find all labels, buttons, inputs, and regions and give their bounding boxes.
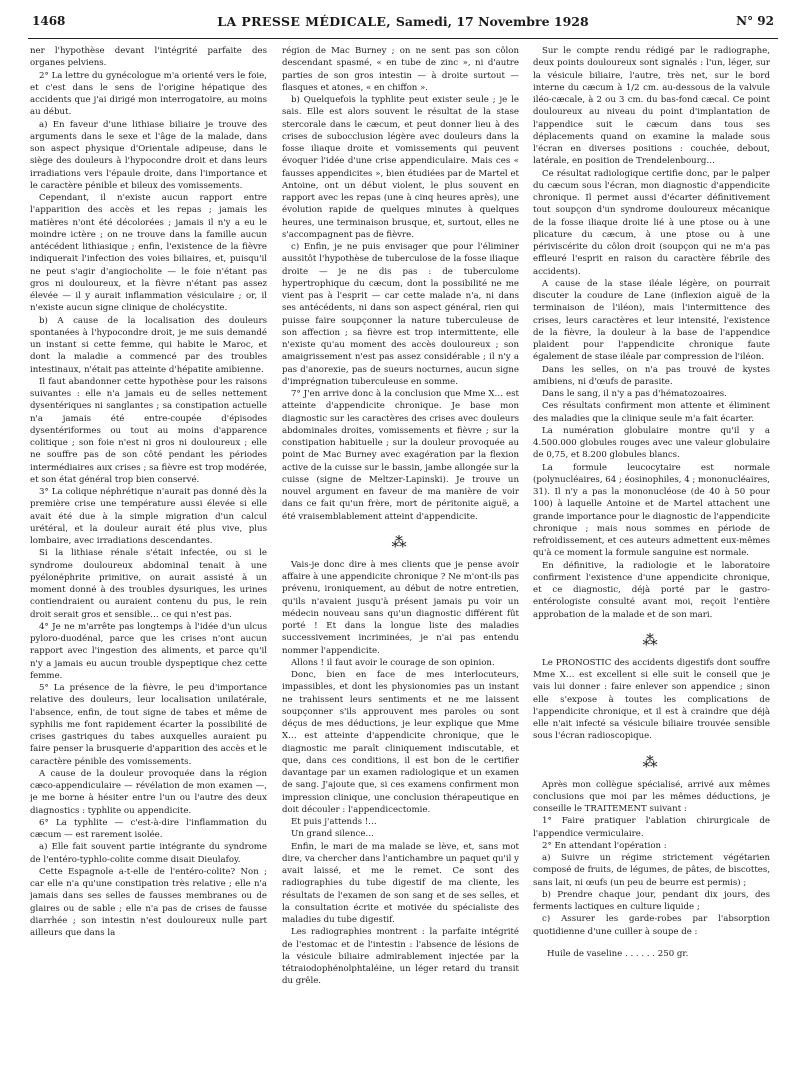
paragraph: Dans le sang, il n'y a pas d'hématozoaires. xyxy=(542,389,727,399)
column-1 xyxy=(30,45,267,1075)
paragraph: Cependant, il n'existe aucun rapport entre l'apparition des accès et les repas ; jamais les matières n'ont été décolorées ; jamais il n'y a eu le moindre ictère ; on ne trouve dans la famille aucun antécédent lithiasique ; enfin, l'existence de la fièvre indiquerait l'infection des voies biliaires, et, puisqu'il ne peut s'agir d'angiocholite — le foie n'étant pas gros ni douloureux, et la fièvre n'étant pas assez élevée — il y aurait inflammation vésiculaire ; or, il n'existe aucun signe clinique de cholécystite. xyxy=(30,193,267,314)
paragraph: A cause de la stase iléale légère, on pourrait discuter la coudure de Lane (inflexion aiguë de la terminaison de l'iléon), mais l'intermittence des crises, leurs caractères et leur intensité, l'existence de la fièvre, la douleur à la base de l'appendice plaident pour l'appendicite chronique faute également de stase iléale par compression de l'iléon. xyxy=(533,278,770,363)
paragraph: Le PRONOSTIC des accidents digestifs dont souffre Mme X… est excellent si elle suit le conseil que je vais lui donner : faire enlever son appendice ; sinon elle s'expose à toutes les complications de l'appendicite chronique, et il est à craindre que déjà elle n'ait infecté sa vésicule biliaire trouvée sensible sous l'écran radioscopique. xyxy=(533,657,770,742)
paragraph: Vais-je donc dire à mes clients que je pense avoir affaire à une appendicite chronique ? Ne m'ont-ils pas prévenu, ironiquement, au début de notre entretien, qu'ils n'avaient jusqu'à présent jamais pu voir un médecin nouveau sans qu'un diagnostic différent fût porté ! Et dans la longue liste des maladies successivement incriminées, je n'ai pas entendu nommer l'appendicite. xyxy=(282,559,519,656)
paragraph: 2° La lettre du gynécologue m'a orienté vers le foie, et c'est dans le sens de l'origine hépatique des accidents que j'ai dirigé mon interrogatoire, au moins au début. xyxy=(30,70,267,118)
paragraph: Ces résultats confirment mon attente et éliminent des maladies que la clinique seule m'a fait écarter. xyxy=(533,401,770,424)
journal-name: LA PRESSE MÉDICALE, xyxy=(217,14,392,29)
paragraph: 3° La colique néphrétique n'aurait pas donné dès la première crise une température aussi élevée si elle avait été due à la simple migration d'un calcul urétéral, et la douleur aurait été plus vive, plus lombaire, avec irradiations descendantes. xyxy=(30,487,267,546)
paragraph: a) En faveur d'une lithiase biliaire je trouve des arguments dans le sexe et l'âge de la malade, dans son aspect physique d'Orientale adipeuse, dans le siège des douleurs à l'hypocondre droit et dans leurs irradiations vers l'épaule droite, dans l'importance et le caractère pénible et bileux des vomissements. xyxy=(30,119,267,191)
section-separator: ⁂ xyxy=(642,630,661,649)
paragraph: c) Enfin, je ne puis envisager que pour l'éliminer aussitôt l'hypothèse de tuberculose de la fosse iliaque droite — je ne dis pas : de tuberculome hypertrophique du cæcum, dont la possibilité ne me vient pas à l'esprit — car cette malade n'a, ni dans ses antécédents, ni dans son aspect général, rien qui puisse faire soupçonner la nature tuberculeuse de son affection ; sa fièvre est trop intermittente, elle n'existe qu'au moment des accès douloureux ; son amaigrissement n'est pas assez considérable ; il n'y a pas d'anorexie, pas de sueurs nocturnes, aucun signe d'imprégnation tuberculeuse en somme. xyxy=(282,242,519,387)
journal-title xyxy=(28,14,778,29)
paragraph: Un grand silence… xyxy=(291,829,375,840)
paragraph: région de Mac Burney ; on ne sent pas son côlon descendant spasmé, « en tube de zinc », ni d'autre parties de son gros intestin — à droite surtout — flasques et atones, « en chiffon ». xyxy=(282,46,519,93)
prescription-line: Huile de vaseline . . . . . . 250 gr. xyxy=(547,948,689,959)
paragraph: La numération globulaire montre qu'il y a 4.500.000 globules rouges avec une valeur globulaire de 0,75, et 8.200 globules blancs. xyxy=(533,425,770,461)
column-2 xyxy=(282,45,519,1075)
section-separator: ⁂ xyxy=(391,532,410,551)
paragraph: Après mon collègue spécialisé, arrivé aux mêmes conclusions que moi par les mêmes déductions, je conseille le TRAITEMENT suivant : xyxy=(533,779,770,814)
issue-date: Samedi, 17 Novembre 1928 xyxy=(395,14,589,29)
paragraph: 6° La typhlite — c'est-à-dire l'inflammation du cæcum — est rarement isolée. xyxy=(30,817,267,840)
paragraph: Les radiographies montrent : la parfaite intégrité de l'estomac et de l'intestin : l'absence de lésions de la vésicule biliaire admirablement injectée par la tétraiodophénolphtaléine, un léger retard du transit du grêle. xyxy=(282,927,519,987)
issue-number: N° 92 xyxy=(736,14,774,28)
paragraph: Allons ! il faut avoir le courage de son opinion. xyxy=(291,657,495,668)
paragraph: En définitive, la radiologie et le laboratoire confirment l'existence d'une appendicite chronique, et ce diagnostic, déjà porté par le gastro-entérologiste consulté avant moi, reçoit l'entière approbation de la malade et de son mari. xyxy=(533,560,770,620)
paragraph: 1° Faire pratiquer l'ablation chirurgicale de l'appendice vermiculaire. xyxy=(533,816,770,839)
paragraph: Donc, bien en face de mes interlocuteurs, impassibles, et dont les physionomies pas un instant ne trahissent leurs sentiments et ne me laissent soupçonner s'ils approuvent mes paroles ou sont déçus de mes déductions, je leur explique que Mme X… est atteinte d'appendicite chronique, que le diagnostic me paraît cliniquement indiscutable, et que, dans ces conditions, il est bon de le certifier davantage par un examen radiologique et un examen de sang. J'ajoute que, si ces examens confirment mon impression clinique, une conclusion thérapeutique en doit découler : l'appendicectomie. xyxy=(282,670,519,815)
paragraph: 7° J'en arrive donc à la conclusion que Mme X… est atteinte d'appendicite chronique. Je base mon diagnostic sur les caractères des crises avec douleurs abdominales droites, vomissements et fièvre ; sur la constipation habituelle ; sur la douleur provoquée au point de Mac Burney avec exagération par la flexion active de la cuisse sur le bassin, jambe allongée sur la cuisse (signe de Meltzer-Lapinski). Je trouve un nouvel argument en faveur de ma manière de voir dans ce fait qu'un frère, mort de péritonite aiguë, a été vraisemblablement atteint d'appendicite. xyxy=(282,389,519,522)
paragraph: b) A cause de la localisation des douleurs spontanées à l'hypocondre droit, je me suis demandé un instant si cette femme, qui habite le Maroc, et dont la maladie a commencé par des troubles intestinaux, n'était pas atteinte d'hépatite amibienne. xyxy=(30,315,267,375)
page-number: 1468 xyxy=(32,14,66,28)
paragraph: 4° Je ne m'arrête pas longtemps à l'idée d'un ulcus pyloro-duodénal, parce que les crises n'ont aucun rapport avec l'ingestion des aliments, et parce qu'il n'y a jamais eu aucun trouble dyspeptique chez cette femme. xyxy=(30,621,267,681)
paragraph: Et puis j'attends !… xyxy=(291,817,377,827)
paragraph: a) Suivre un régime strictement végétarien composé de fruits, de légumes, de pâtes, de biscottes, sans lait, ni œufs (un peu de beurre est permis) ; xyxy=(533,853,770,888)
section-separator: ⁂ xyxy=(642,752,661,771)
paragraph: 5° La présence de la fièvre, le peu d'importance relative des douleurs, leur localisation unilatérale, l'absence, enfin, de tout signe de tabes et même de syphilis me font rapidement écarter la possibilité de crises gastriques du tabes auxquelles auraient pu faire penser la brusquerie d'apparition des accès et le caractère pénible des vomissements. xyxy=(30,683,267,767)
paragraph: b) Prendre chaque jour, pendant dix jours, des ferments lactiques en culture liquide ; xyxy=(533,889,770,912)
paragraph: a) Elle fait souvent partie intégrante du syndrome de l'entéro-typhlo-colite comme disait Dieulafoy. xyxy=(30,842,267,865)
paragraph: Ce résultat radiologique certifie donc, par le palper du cæcum sous l'écran, mon diagnostic d'appendicite chronique. Il permet aussi d'écarter définitivement tout soupçon d'un syndrome douloureux mécanique de la fosse iliaque droite lié à une ptose ou à une plicature du cæcum, à une ptose ou à une périviscérite du côlon droit (soupçon qui ne m'a pas effleuré l'esprit en raison du caractère fébrile des accidents). xyxy=(533,168,770,277)
paragraph: Sur le compte rendu rédigé par le radiographe, deux points douloureux sont signalés : l'un, léger, sur la vésicule biliaire, l'autre, très net, sur le bord interne du cæcum à 1/2 cm. au-dessous de la valvule iléo-cæcale, à 2 ou 3 cm. du bas-fond cæcal. Ce point douloureux au niveau du point d'implantation de l'appendice suit le cæcum dans tous ses déplacements quand on examine la malade sous l'écran en diverses positions : couchée, debout, latérale, en position de Trendelenbourg… xyxy=(533,46,770,167)
column-3 xyxy=(533,45,770,1075)
paragraph: Cette Espagnole a-t-elle de l'entéro-colite? Non ; car elle n'a qu'une constipation très relative ; elle n'a jamais dans ses selles de fausses membranes ou de glaires ou de sable ; elle n'a pas de crises de fausse diarrhée ; son intestin n'est douloureux nulle part ailleurs que dans la xyxy=(30,866,267,938)
paragraph: Enfin, le mari de ma malade se lève, et, sans mot dire, va chercher dans l'antichambre un paquet qu'il y avait laissé, et me le remet. Ce sont des radiographies du tube digestif de ma cliente, les résultats de l'examen de son sang et de ses selles, et la consultation écrite et motivée du spécialiste des maladies du tube digestif. xyxy=(282,841,519,925)
paragraph: ner l'hypothèse devant l'intégrité parfaite des organes pelviens. xyxy=(30,46,267,69)
paragraph: La formule leucocytaire est normale (polynucléaires, 64 ; éosinophiles, 4 ; mononucléaires, 31). Il n'y a pas la mononucléose (de 40 à 50 pour 100) à laquelle Antoine et de Martel attachent une grande importance pour le diagnostic de l'appendicite chronique ; mais nous sommes en période de refroidissement, et ces auteurs admettent eux-mêmes qu'à ce moment la formule sanguine est normale. xyxy=(533,462,770,559)
paragraph: Dans les selles, on n'a pas trouvé de kystes amibiens, ni d'œufs de parasite. xyxy=(533,364,770,387)
paragraph: Il faut abandonner cette hypothèse pour les raisons suivantes : elle n'a jamais eu de selles nettement dysentériques ni sanglantes ; sa constipation actuelle n'a jamais été entre-coupée d'épisodes dysentériformes ou tout au moins d'apparence colitique ; son foie n'est ni gros ni douloureux ; elle ne souffre pas de son côté pendant les périodes intermédiaires aux crises ; sa fièvre est trop modérée, et son état général trop bien conservé. xyxy=(30,376,267,485)
paragraph: 2° En attendant l'opération : xyxy=(542,840,667,851)
paragraph: Si la lithiase rénale s'était infectée, ou si le syndrome douloureux abdominal tenait à une pyélonéphrite primitive, on aurait assisté à un moment donné à des troubles dysuriques, les urines contiendraient ou auraient contenu du pus, le rein droit serait gros et sensible… ce qui n'est pas. xyxy=(30,548,267,620)
paragraph: b) Quelquefois la typhlite peut exister seule ; je le sais. Elle est alors souvent le résultat de la stase stercorale dans le cæcum, et peut donner lieu à des crises de subocclusion légère avec douleurs dans la fosse iliaque droite et vomissements qui peuvent évoquer l'idée d'une crise appendiculaire. Mais ces « fausses appendicites », bien étudiées par de Martel et Antoine, ont un début violent, le plus souvent en rapport avec les repas (une à cinq heures après), une évolution rapide de quelques minutes à quelques heures, une terminaison brusque, et, surtout, elles ne s'accompagnent pas de fièvre. xyxy=(282,95,519,240)
paragraph: c) Assurer les garde-robes par l'absorption quotidienne d'une cuiller à soupe de : xyxy=(533,914,770,937)
paragraph: A cause de la douleur provoquée dans la région cæco-appendiculaire — révélation de mon examen —, je me borne à hésiter entre l'un ou l'autre des deux diagnostics : typhlite ou appendicite. xyxy=(30,768,267,816)
page-header xyxy=(28,6,778,39)
